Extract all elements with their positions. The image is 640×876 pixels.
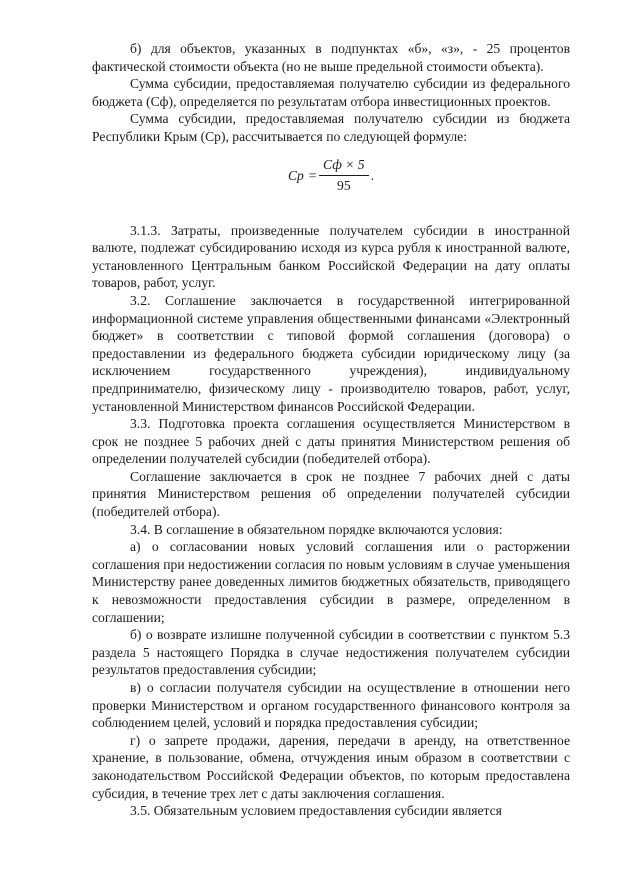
paragraph-3-3: 3.3. Подготовка проекта соглашения осуществляется Министерством в срок не позднее 5 рабочих дней с даты принятия Министерством решения об определении получателей субсидии (победителей отбора). — [92, 416, 570, 467]
paragraph-3-4-v: в) о согласии получателя субсидии на осуществление в отношении него проверки Министерством и органом государственного финансового контроля за соблюдением целей, условий и порядка предоставления субсидии; — [92, 680, 570, 731]
paragraph-agreement-term: Соглашение заключается в срок не позднее 7 рабочих дней с даты принятия Министерством решения об определении получателей субсидии (победителей отбора). — [92, 468, 570, 520]
paragraph-b-25-percent: б) для объектов, указанных в подпунктах «б», «з», - 25 процентов фактической стоимости объекта (но не выше предельной стоимости объекта). — [92, 41, 570, 74]
paragraph-3-4-a: а) о согласовании новых условий соглашения или о расторжении соглашения при недостижении согласия по новым условиям в случае уменьшения Министерству ранее доведенных лимитов бюджетных обязательств, приводящего к невозможности предоставления субсидии в размере, определенном в соглашении; — [92, 539, 570, 625]
paragraph-3-4-g: г) о запрете продажи, дарения, передачи в аренду, на ответственное хранение, в пользование, обмена, отчуждения иным образом в соответствии с законодательством Российской Федерации объектов, по которым предоставлена субсидия, в течение трех лет с даты заключения соглашения. — [92, 732, 570, 801]
paragraph-3-2: 3.2. Соглашение заключается в государственной интегрированной информационной системе управления общественными финансами «Электронный бюджет» в соответствии с типовой формой соглашения (договора) о предоставлении из федерального бюджета субсидии юридическому лицу (за исключением государственного учреждения), индивидуальному предпринимателю, физическому лицу - производителю товаров, работ, услуг, установленной Министерством финансов Российской Федерации. — [92, 292, 570, 414]
paragraph-crimea-subsidy: Сумма субсидии, предоставляемая получателю субсидии из бюджета Республики Крым (Ср), рассчитывается по следующей формуле: — [92, 111, 570, 144]
paragraph-federal-subsidy: Сумма субсидии, предоставляемая получателю субсидии из федерального бюджета (Сф), определяется по результатам отбора инвестиционных проектов. — [92, 76, 570, 109]
formula-lhs: Ср — [287, 167, 304, 183]
formula-equals: = — [307, 167, 318, 183]
paragraph-3-5: 3.5. Обязательным условием предоставления субсидии является — [130, 803, 502, 819]
paragraph-3-4-b: б) о возврате излишне полученной субсидии в соответствии с пунктом 5.3 раздела 5 настоящего Порядка в случае недостижения получателем субсидии результатов предоставления субсидии; — [92, 627, 570, 678]
formula-numerator: Сф × 5 — [319, 157, 369, 176]
subsidy-formula — [92, 154, 570, 198]
paragraph-3-1-3: 3.1.3. Затраты, произведенные получателем субсидии в иностранной валюте, подлежат субсидированию исходя из курса рубля к иностранной валюте, установленного Центральным банком Российской Федерации на дату оплаты товаров, работ, услуг. — [92, 222, 570, 291]
paragraph-3-4: 3.4. В соглашение в обязательном порядке включаются условия: — [130, 521, 503, 537]
formula-end: . — [370, 167, 375, 183]
formula-fraction — [319, 157, 369, 194]
formula-denominator: 95 — [337, 178, 351, 194]
